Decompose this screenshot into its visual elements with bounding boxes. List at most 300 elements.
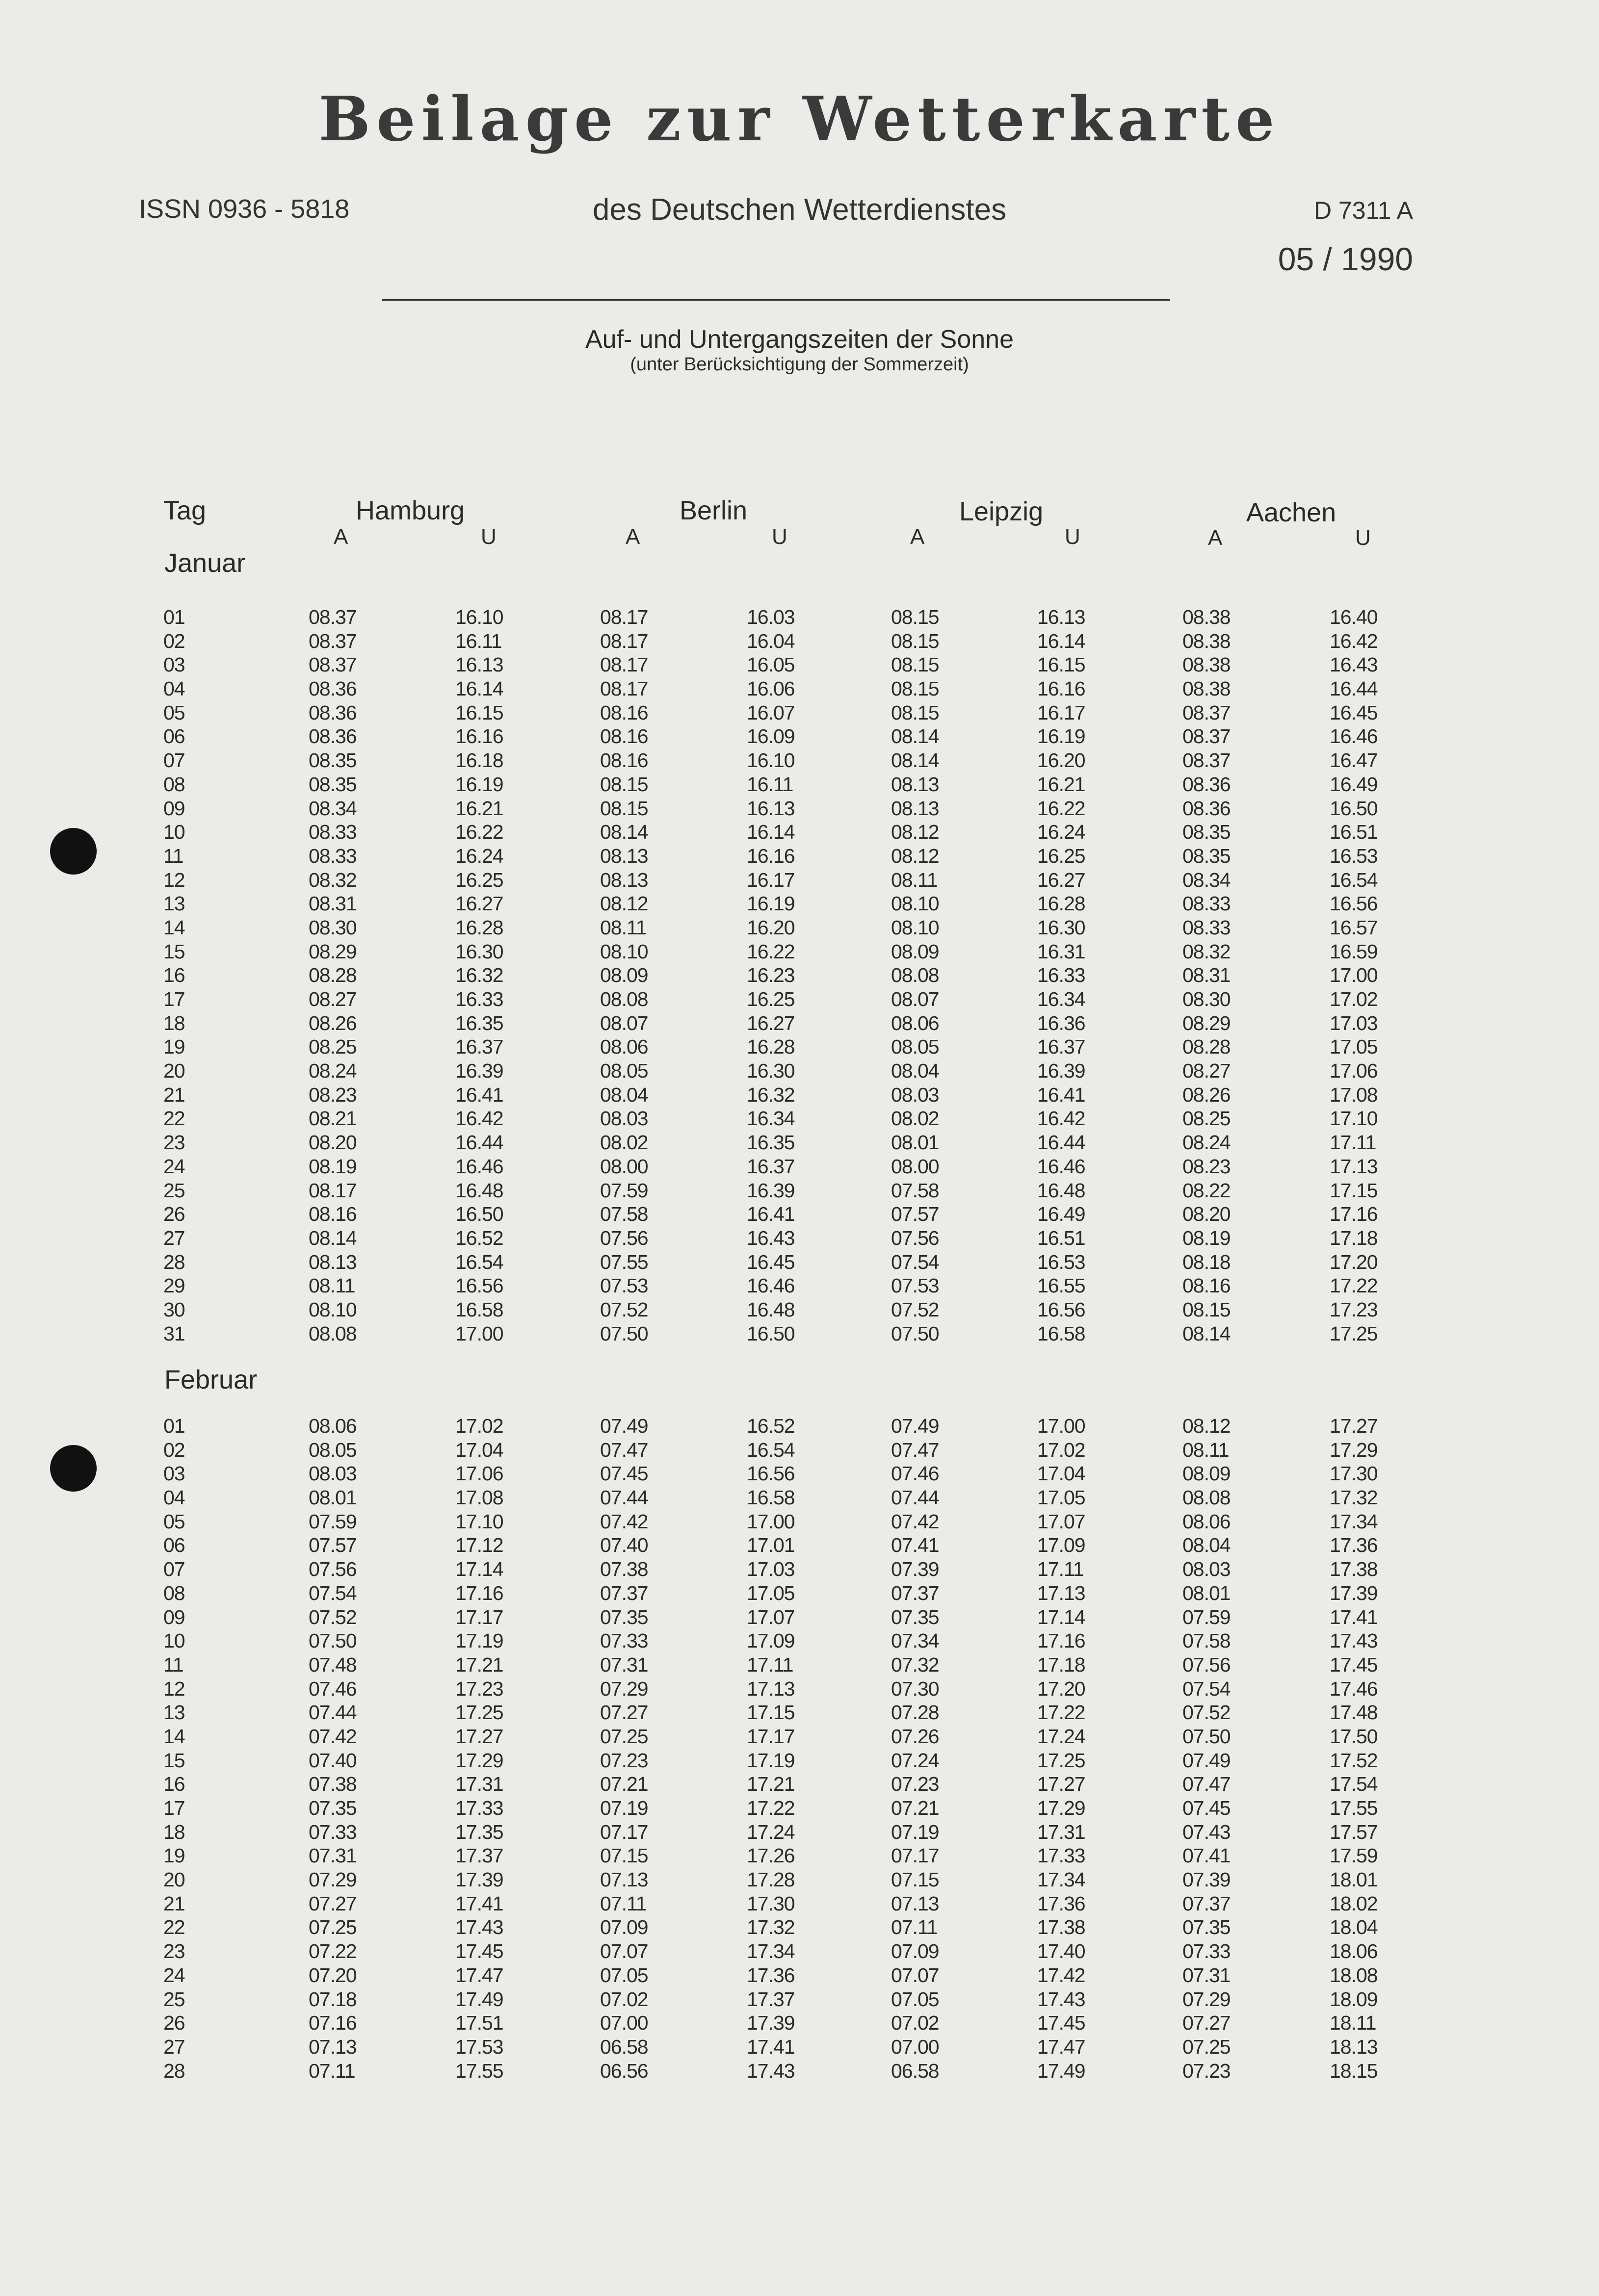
aachen-rise-cell: 08.33 xyxy=(1182,916,1231,939)
berlin-rise-cell: 08.16 xyxy=(600,725,648,748)
table-row xyxy=(0,1988,1599,2012)
hamburg-set-cell: 17.27 xyxy=(455,1725,503,1748)
leipzig-rise-cell: 07.30 xyxy=(891,1677,939,1700)
aachen-rise-cell: 08.25 xyxy=(1182,1107,1231,1130)
aachen-rise-cell: 08.06 xyxy=(1182,1510,1231,1533)
leipzig-set-cell: 16.24 xyxy=(1037,821,1085,844)
berlin-rise-cell: 08.17 xyxy=(600,606,648,628)
aachen-set-cell: 16.40 xyxy=(1330,606,1378,628)
berlin-rise-cell: 08.11 xyxy=(600,916,647,939)
leipzig-set-cell: 16.30 xyxy=(1037,916,1085,939)
aachen-rise-cell: 08.37 xyxy=(1182,701,1231,724)
hamburg-rise-cell: 08.37 xyxy=(309,606,357,628)
leipzig-set-cell: 17.11 xyxy=(1037,1558,1084,1581)
hamburg-rise-cell: 07.52 xyxy=(309,1605,357,1628)
aachen-rise-cell: 08.31 xyxy=(1182,964,1231,987)
aachen-set-cell: 16.53 xyxy=(1330,844,1378,867)
issn-label: ISSN 0936 - 5818 xyxy=(139,194,350,224)
leipzig-rise-cell: 07.49 xyxy=(891,1415,939,1437)
aachen-rise-cell: 07.45 xyxy=(1182,1797,1231,1819)
hamburg-set-cell: 17.00 xyxy=(455,1322,503,1345)
leipzig-set-cell: 17.25 xyxy=(1037,1749,1085,1772)
berlin-rise-cell: 07.44 xyxy=(600,1486,648,1509)
leipzig-rise-cell: 08.01 xyxy=(891,1131,939,1154)
table-row xyxy=(0,988,1599,1012)
table-row xyxy=(0,916,1599,940)
aachen-set-cell: 17.27 xyxy=(1330,1415,1378,1437)
leipzig-rise-cell: 07.02 xyxy=(891,2012,939,2035)
berlin-rise-cell: 07.33 xyxy=(600,1629,648,1652)
aachen-rise-cell: 07.25 xyxy=(1182,2035,1231,2058)
aachen-rise-cell: 08.24 xyxy=(1182,1131,1231,1154)
hamburg-rise-cell: 07.16 xyxy=(309,2012,357,2035)
berlin-set-cell: 16.28 xyxy=(747,1035,795,1058)
hamburg-set-cell: 17.39 xyxy=(455,1868,503,1891)
aachen-rise-cell: 08.01 xyxy=(1182,1581,1231,1604)
aachen-set-cell: 17.32 xyxy=(1330,1486,1378,1509)
berlin-rise-cell: 07.21 xyxy=(600,1773,648,1796)
table-row xyxy=(0,1606,1599,1630)
hamburg-set-cell: 16.16 xyxy=(455,725,503,748)
table-row xyxy=(0,797,1599,821)
table-row xyxy=(0,1439,1599,1463)
aachen-set-cell: 17.54 xyxy=(1330,1773,1378,1796)
leipzig-set-cell: 16.28 xyxy=(1037,892,1085,915)
table-row xyxy=(0,677,1599,701)
leipzig-rise-cell: 08.05 xyxy=(891,1035,939,1058)
aachen-rise-cell: 08.29 xyxy=(1182,1011,1231,1034)
hamburg-rise-cell: 07.48 xyxy=(309,1653,357,1676)
aachen-rise-cell: 08.30 xyxy=(1182,988,1231,1010)
berlin-rise-cell: 07.09 xyxy=(600,1916,648,1939)
publisher-label: des Deutschen Wetterdienstes xyxy=(592,193,1007,227)
rise-header-aachen: A xyxy=(1208,526,1223,550)
aachen-set-cell: 17.08 xyxy=(1330,1083,1378,1106)
hamburg-set-cell: 16.54 xyxy=(455,1250,503,1273)
aachen-rise-cell: 07.59 xyxy=(1182,1605,1231,1628)
leipzig-rise-cell: 07.47 xyxy=(891,1438,939,1461)
berlin-set-cell: 17.32 xyxy=(747,1916,795,1939)
berlin-set-cell: 17.30 xyxy=(747,1892,795,1915)
leipzig-rise-cell: 08.10 xyxy=(891,916,939,939)
table-row xyxy=(0,1274,1599,1298)
leipzig-rise-cell: 08.14 xyxy=(891,725,939,748)
table-row xyxy=(0,1486,1599,1510)
hamburg-set-cell: 16.25 xyxy=(455,868,503,891)
leipzig-rise-cell: 07.50 xyxy=(891,1322,939,1345)
berlin-set-cell: 17.09 xyxy=(747,1629,795,1652)
berlin-set-cell: 17.05 xyxy=(747,1581,795,1604)
day-cell: 04 xyxy=(163,1486,185,1509)
leipzig-rise-cell: 08.11 xyxy=(891,868,938,891)
leipzig-rise-cell: 07.00 xyxy=(891,2035,939,2058)
city-header-berlin: Berlin xyxy=(680,496,748,525)
hamburg-rise-cell: 07.35 xyxy=(309,1797,357,1819)
leipzig-rise-cell: 07.23 xyxy=(891,1773,939,1796)
hamburg-rise-cell: 08.19 xyxy=(309,1155,357,1178)
leipzig-set-cell: 16.16 xyxy=(1037,677,1085,700)
hamburg-set-cell: 16.58 xyxy=(455,1298,503,1321)
aachen-rise-cell: 08.20 xyxy=(1182,1203,1231,1226)
hamburg-set-cell: 16.18 xyxy=(455,749,503,772)
table-row xyxy=(0,2036,1599,2060)
day-cell: 20 xyxy=(163,1059,185,1083)
hamburg-rise-cell: 08.37 xyxy=(309,653,357,676)
berlin-rise-cell: 07.37 xyxy=(600,1581,648,1604)
hamburg-set-cell: 16.44 xyxy=(455,1131,503,1154)
hamburg-rise-cell: 08.37 xyxy=(309,629,357,652)
aachen-rise-cell: 08.38 xyxy=(1182,606,1231,628)
city-header-hamburg: Hamburg xyxy=(356,496,465,525)
aachen-rise-cell: 08.14 xyxy=(1182,1322,1231,1345)
aachen-set-cell: 18.01 xyxy=(1330,1868,1378,1891)
leipzig-rise-cell: 08.07 xyxy=(891,988,939,1010)
hamburg-rise-cell: 07.11 xyxy=(309,2059,355,2082)
aachen-rise-cell: 08.23 xyxy=(1182,1155,1231,1178)
berlin-rise-cell: 07.45 xyxy=(600,1462,648,1485)
hamburg-rise-cell: 07.54 xyxy=(309,1581,357,1604)
hamburg-rise-cell: 07.25 xyxy=(309,1916,357,1939)
day-cell: 24 xyxy=(163,1155,185,1178)
berlin-rise-cell: 07.50 xyxy=(600,1322,648,1345)
leipzig-rise-cell: 08.15 xyxy=(891,606,939,628)
hamburg-set-cell: 17.04 xyxy=(455,1438,503,1461)
berlin-set-cell: 16.17 xyxy=(747,868,795,891)
day-cell: 12 xyxy=(163,1677,185,1700)
hamburg-set-cell: 17.10 xyxy=(455,1510,503,1533)
leipzig-set-cell: 17.27 xyxy=(1037,1773,1085,1796)
hamburg-rise-cell: 08.21 xyxy=(309,1107,357,1130)
leipzig-rise-cell: 07.07 xyxy=(891,1963,939,1986)
table-row xyxy=(0,1107,1599,1131)
table-row xyxy=(0,1868,1599,1892)
aachen-rise-cell: 08.26 xyxy=(1182,1083,1231,1106)
hamburg-set-cell: 17.41 xyxy=(455,1892,503,1915)
aachen-set-cell: 17.25 xyxy=(1330,1322,1378,1345)
aachen-rise-cell: 07.37 xyxy=(1182,1892,1231,1915)
leipzig-set-cell: 16.42 xyxy=(1037,1107,1085,1130)
hamburg-set-cell: 17.12 xyxy=(455,1534,503,1557)
aachen-set-cell: 17.34 xyxy=(1330,1510,1378,1533)
berlin-set-cell: 17.01 xyxy=(747,1534,795,1557)
day-cell: 28 xyxy=(163,1250,185,1273)
berlin-set-cell: 16.46 xyxy=(747,1274,795,1297)
berlin-rise-cell: 08.02 xyxy=(600,1131,648,1154)
hamburg-rise-cell: 08.32 xyxy=(309,868,357,891)
berlin-set-cell: 17.15 xyxy=(747,1701,795,1724)
aachen-set-cell: 17.59 xyxy=(1330,1844,1378,1867)
leipzig-rise-cell: 08.00 xyxy=(891,1155,939,1178)
table-row xyxy=(0,1510,1599,1534)
hamburg-set-cell: 16.39 xyxy=(455,1059,503,1083)
day-cell: 20 xyxy=(163,1868,185,1891)
hamburg-set-cell: 17.08 xyxy=(455,1486,503,1509)
day-cell: 07 xyxy=(163,749,185,772)
berlin-set-cell: 17.37 xyxy=(747,1987,795,2011)
leipzig-rise-cell: 07.19 xyxy=(891,1820,939,1843)
document-code: D 7311 A xyxy=(1313,197,1413,224)
leipzig-set-cell: 17.47 xyxy=(1037,2035,1085,2058)
aachen-set-cell: 18.08 xyxy=(1330,1963,1378,1986)
aachen-set-cell: 16.54 xyxy=(1330,868,1378,891)
berlin-rise-cell: 07.55 xyxy=(600,1250,648,1273)
aachen-rise-cell: 07.33 xyxy=(1182,1940,1231,1963)
aachen-set-cell: 16.46 xyxy=(1330,725,1378,748)
aachen-rise-cell: 08.35 xyxy=(1182,844,1231,867)
aachen-rise-cell: 08.18 xyxy=(1182,1250,1231,1273)
leipzig-set-cell: 16.39 xyxy=(1037,1059,1085,1083)
aachen-rise-cell: 08.36 xyxy=(1182,773,1231,796)
hamburg-rise-cell: 07.50 xyxy=(309,1629,357,1652)
day-cell: 01 xyxy=(163,606,185,628)
berlin-rise-cell: 08.00 xyxy=(600,1155,648,1178)
table-row xyxy=(0,1059,1599,1084)
aachen-set-cell: 18.04 xyxy=(1330,1916,1378,1939)
berlin-set-cell: 16.39 xyxy=(747,1179,795,1202)
berlin-set-cell: 16.43 xyxy=(747,1226,795,1249)
hamburg-set-cell: 17.47 xyxy=(455,1963,503,1986)
day-cell: 14 xyxy=(163,916,185,939)
table-row xyxy=(0,1653,1599,1677)
berlin-rise-cell: 07.53 xyxy=(600,1274,648,1297)
berlin-rise-cell: 08.12 xyxy=(600,892,648,915)
leipzig-set-cell: 17.43 xyxy=(1037,1987,1085,2011)
hamburg-set-cell: 16.56 xyxy=(455,1274,503,1297)
hamburg-rise-cell: 07.13 xyxy=(309,2035,357,2058)
day-cell: 13 xyxy=(163,1701,185,1724)
table-row xyxy=(0,1797,1599,1821)
leipzig-rise-cell: 07.56 xyxy=(891,1226,939,1249)
aachen-set-cell: 17.55 xyxy=(1330,1797,1378,1819)
table-row xyxy=(0,1298,1599,1322)
berlin-rise-cell: 07.11 xyxy=(600,1892,647,1915)
berlin-rise-cell: 07.17 xyxy=(600,1820,648,1843)
hamburg-set-cell: 17.31 xyxy=(455,1773,503,1796)
leipzig-set-cell: 16.25 xyxy=(1037,844,1085,867)
berlin-set-cell: 16.27 xyxy=(747,1011,795,1034)
leipzig-rise-cell: 07.35 xyxy=(891,1605,939,1628)
berlin-set-cell: 17.19 xyxy=(747,1749,795,1772)
day-cell: 05 xyxy=(163,1510,185,1533)
leipzig-set-cell: 17.49 xyxy=(1037,2059,1085,2082)
table-row xyxy=(0,1844,1599,1868)
leipzig-set-cell: 16.56 xyxy=(1037,1298,1085,1321)
hamburg-rise-cell: 07.18 xyxy=(309,1987,357,2011)
leipzig-rise-cell: 08.15 xyxy=(891,653,939,676)
hamburg-set-cell: 16.11 xyxy=(455,629,502,652)
aachen-rise-cell: 07.56 xyxy=(1182,1653,1231,1676)
day-cell: 11 xyxy=(163,1653,183,1676)
leipzig-rise-cell: 07.34 xyxy=(891,1629,939,1652)
berlin-set-cell: 16.06 xyxy=(747,677,795,700)
berlin-set-cell: 17.41 xyxy=(747,2035,795,2058)
aachen-rise-cell: 08.15 xyxy=(1182,1298,1231,1321)
hamburg-rise-cell: 08.16 xyxy=(309,1203,357,1226)
table-row xyxy=(0,1677,1599,1702)
leipzig-set-cell: 16.20 xyxy=(1037,749,1085,772)
leipzig-rise-cell: 08.12 xyxy=(891,844,939,867)
hamburg-set-cell: 17.37 xyxy=(455,1844,503,1867)
city-header-leipzig: Leipzig xyxy=(959,497,1044,526)
aachen-rise-cell: 08.38 xyxy=(1182,629,1231,652)
leipzig-rise-cell: 07.58 xyxy=(891,1179,939,1202)
berlin-set-cell: 16.54 xyxy=(747,1438,795,1461)
leipzig-rise-cell: 07.17 xyxy=(891,1844,939,1867)
leipzig-set-cell: 17.45 xyxy=(1037,2012,1085,2035)
rise-header-leipzig: A xyxy=(910,525,925,549)
hamburg-set-cell: 17.51 xyxy=(455,2012,503,2035)
hamburg-set-cell: 16.24 xyxy=(455,844,503,867)
table-row xyxy=(0,821,1599,845)
berlin-rise-cell: 07.13 xyxy=(600,1868,648,1891)
hamburg-rise-cell: 08.05 xyxy=(309,1438,357,1461)
berlin-set-cell: 17.36 xyxy=(747,1963,795,1986)
leipzig-rise-cell: 08.10 xyxy=(891,892,939,915)
berlin-rise-cell: 07.40 xyxy=(600,1534,648,1557)
berlin-rise-cell: 08.04 xyxy=(600,1083,648,1106)
rise-header-berlin: A xyxy=(626,525,640,549)
day-cell: 27 xyxy=(163,1226,185,1249)
leipzig-set-cell: 16.36 xyxy=(1037,1011,1085,1034)
leipzig-rise-cell: 07.57 xyxy=(891,1203,939,1226)
leipzig-rise-cell: 07.44 xyxy=(891,1486,939,1509)
table-row xyxy=(0,1916,1599,1940)
day-cell: 12 xyxy=(163,868,185,891)
day-cell: 22 xyxy=(163,1916,185,1939)
berlin-set-cell: 16.48 xyxy=(747,1298,795,1321)
berlin-set-cell: 17.11 xyxy=(747,1653,793,1676)
hamburg-set-cell: 17.19 xyxy=(455,1629,503,1652)
aachen-set-cell: 17.22 xyxy=(1330,1274,1378,1297)
aachen-set-cell: 18.11 xyxy=(1330,2012,1376,2035)
aachen-set-cell: 18.13 xyxy=(1330,2035,1378,2058)
aachen-rise-cell: 07.31 xyxy=(1182,1963,1231,1986)
aachen-set-cell: 17.10 xyxy=(1330,1107,1378,1130)
leipzig-rise-cell: 08.02 xyxy=(891,1107,939,1130)
table-row xyxy=(0,749,1599,773)
berlin-set-cell: 17.21 xyxy=(747,1773,795,1796)
hamburg-rise-cell: 08.13 xyxy=(309,1250,357,1273)
day-cell: 19 xyxy=(163,1844,185,1867)
table-row xyxy=(0,1155,1599,1179)
day-cell: 21 xyxy=(163,1892,185,1915)
day-cell: 17 xyxy=(163,1797,185,1819)
day-cell: 17 xyxy=(163,988,185,1010)
leipzig-set-cell: 17.22 xyxy=(1037,1701,1085,1724)
berlin-rise-cell: 08.03 xyxy=(600,1107,648,1130)
hamburg-rise-cell: 08.36 xyxy=(309,701,357,724)
table-row xyxy=(0,1534,1599,1558)
hamburg-set-cell: 16.27 xyxy=(455,892,503,915)
aachen-rise-cell: 08.36 xyxy=(1182,797,1231,820)
leipzig-set-cell: 17.14 xyxy=(1037,1605,1085,1628)
leipzig-rise-cell: 08.15 xyxy=(891,677,939,700)
berlin-set-cell: 17.07 xyxy=(747,1605,795,1628)
hamburg-rise-cell: 08.10 xyxy=(309,1298,357,1321)
hamburg-set-cell: 16.42 xyxy=(455,1107,503,1130)
rise-header-hamburg: A xyxy=(334,525,348,549)
hamburg-rise-cell: 08.28 xyxy=(309,964,357,987)
day-cell: 08 xyxy=(163,1581,185,1604)
hamburg-set-cell: 17.02 xyxy=(455,1415,503,1437)
leipzig-set-cell: 16.49 xyxy=(1037,1203,1085,1226)
day-cell: 30 xyxy=(163,1298,185,1321)
berlin-rise-cell: 07.25 xyxy=(600,1725,648,1748)
hamburg-rise-cell: 07.40 xyxy=(309,1749,357,1772)
day-cell: 03 xyxy=(163,653,185,676)
aachen-set-cell: 17.45 xyxy=(1330,1653,1378,1676)
day-cell: 10 xyxy=(163,1629,185,1652)
hamburg-set-cell: 17.17 xyxy=(455,1605,503,1628)
berlin-set-cell: 16.23 xyxy=(747,964,795,987)
aachen-rise-cell: 07.58 xyxy=(1182,1629,1231,1652)
day-cell: 23 xyxy=(163,1940,185,1963)
berlin-rise-cell: 07.31 xyxy=(600,1653,648,1676)
leipzig-rise-cell: 08.03 xyxy=(891,1083,939,1106)
table-row xyxy=(0,1035,1599,1059)
leipzig-set-cell: 17.29 xyxy=(1037,1797,1085,1819)
leipzig-set-cell: 17.13 xyxy=(1037,1581,1085,1604)
berlin-set-cell: 16.56 xyxy=(747,1462,795,1485)
day-cell: 14 xyxy=(163,1725,185,1748)
leipzig-rise-cell: 07.28 xyxy=(891,1701,939,1724)
aachen-set-cell: 17.43 xyxy=(1330,1629,1378,1652)
hamburg-set-cell: 16.14 xyxy=(455,677,503,700)
table-row xyxy=(0,1629,1599,1653)
hamburg-set-cell: 17.14 xyxy=(455,1558,503,1581)
hamburg-rise-cell: 08.24 xyxy=(309,1059,357,1083)
table-subtitle: (unter Berücksichtigung der Sommerzeit) xyxy=(630,354,969,375)
hamburg-set-cell: 16.21 xyxy=(455,797,503,820)
aachen-set-cell: 17.06 xyxy=(1330,1059,1378,1083)
leipzig-rise-cell: 07.21 xyxy=(891,1797,939,1819)
berlin-set-cell: 16.03 xyxy=(747,606,795,628)
table-row xyxy=(0,1821,1599,1845)
aachen-set-cell: 17.11 xyxy=(1330,1131,1376,1154)
aachen-set-cell: 18.15 xyxy=(1330,2059,1378,2082)
hamburg-set-cell: 16.33 xyxy=(455,988,503,1010)
hamburg-rise-cell: 08.14 xyxy=(309,1226,357,1249)
table-row xyxy=(0,1322,1599,1346)
leipzig-rise-cell: 08.13 xyxy=(891,773,939,796)
berlin-rise-cell: 08.07 xyxy=(600,1011,648,1034)
month-label-januar: Januar xyxy=(164,548,246,578)
aachen-set-cell: 16.56 xyxy=(1330,892,1378,915)
aachen-rise-cell: 08.03 xyxy=(1182,1558,1231,1581)
berlin-set-cell: 16.25 xyxy=(747,988,795,1010)
aachen-rise-cell: 07.39 xyxy=(1182,1868,1231,1891)
aachen-set-cell: 16.59 xyxy=(1330,940,1378,963)
aachen-rise-cell: 07.27 xyxy=(1182,2012,1231,2035)
day-cell: 27 xyxy=(163,2035,185,2058)
leipzig-set-cell: 16.27 xyxy=(1037,868,1085,891)
berlin-set-cell: 16.04 xyxy=(747,629,795,652)
aachen-rise-cell: 07.54 xyxy=(1182,1677,1231,1700)
berlin-rise-cell: 07.07 xyxy=(600,1940,648,1963)
leipzig-set-cell: 16.51 xyxy=(1037,1226,1085,1249)
day-cell: 18 xyxy=(163,1820,185,1843)
table-row xyxy=(0,892,1599,916)
hamburg-set-cell: 16.10 xyxy=(455,606,503,628)
day-cell: 10 xyxy=(163,821,185,844)
berlin-rise-cell: 07.56 xyxy=(600,1226,648,1249)
berlin-rise-cell: 07.05 xyxy=(600,1963,648,1986)
aachen-rise-cell: 08.38 xyxy=(1182,653,1231,676)
table-row xyxy=(0,1773,1599,1797)
berlin-set-cell: 16.05 xyxy=(747,653,795,676)
leipzig-set-cell: 16.44 xyxy=(1037,1131,1085,1154)
leipzig-rise-cell: 07.53 xyxy=(891,1274,939,1297)
